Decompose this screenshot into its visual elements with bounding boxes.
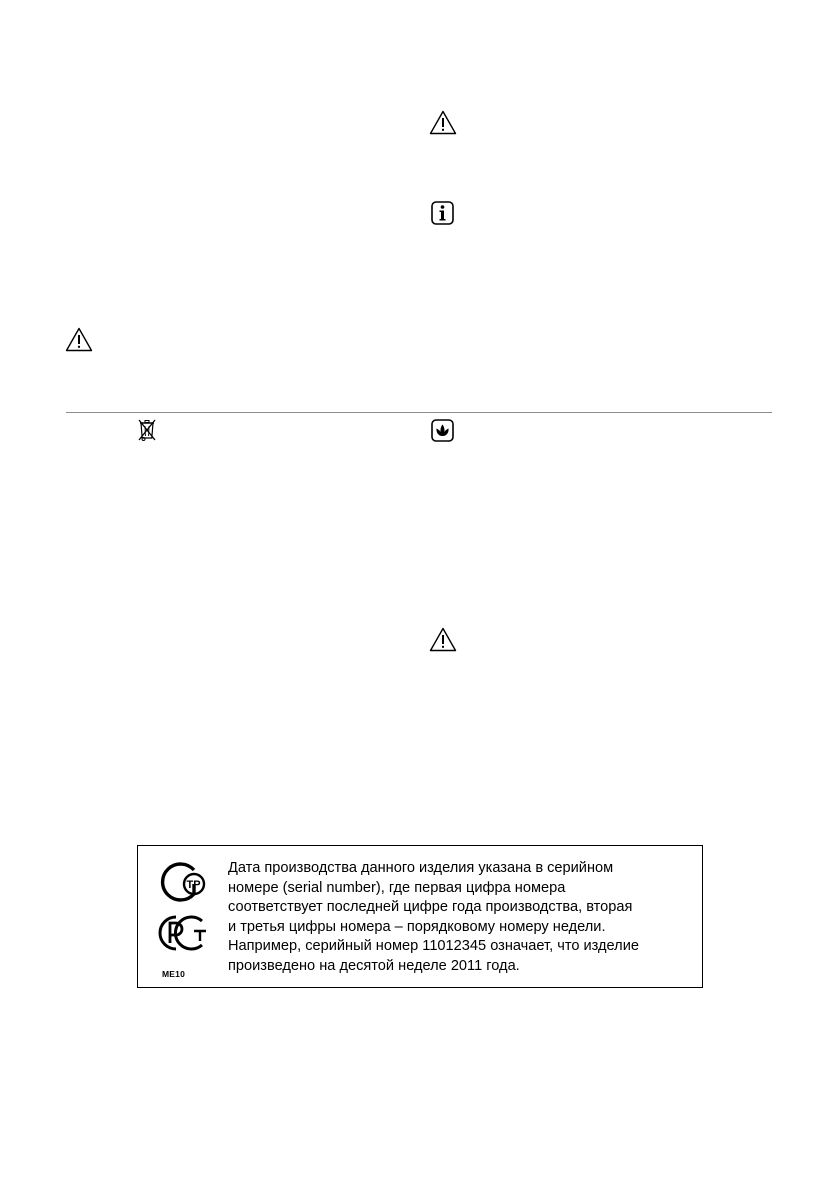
- certification-marks: [156, 860, 210, 980]
- production-date-note: [228, 859, 698, 977]
- info-icon: [431, 201, 454, 225]
- environment-flower-icon: [431, 419, 454, 442]
- note-line: соответствует последней цифре года производства, вторая: [228, 899, 633, 916]
- warning-triangle-icon: [65, 327, 93, 352]
- crossed-out-bin-icon: [137, 418, 157, 442]
- svg-text:ТР: ТР: [186, 879, 201, 891]
- warning-triangle-icon: [429, 110, 457, 135]
- eac-tp-mark-icon: [156, 860, 210, 904]
- note-line: номере (serial number), где первая цифра номера: [228, 879, 566, 896]
- rst-mark-icon: [156, 911, 210, 955]
- section-divider: [66, 412, 772, 413]
- warning-triangle-icon: [429, 627, 457, 652]
- certificate-code: ME10: [162, 969, 186, 979]
- note-line: Дата производства данного изделия указана в серийном: [228, 860, 614, 876]
- certification-box: [137, 845, 703, 988]
- note-line: произведено на десятой неделе 2011 года.: [228, 957, 520, 974]
- note-line: Например, серийный номер 11012345 означает, что изделие: [228, 938, 639, 955]
- note-line: и третья цифры номера – порядковому номеру недели.: [228, 918, 606, 935]
